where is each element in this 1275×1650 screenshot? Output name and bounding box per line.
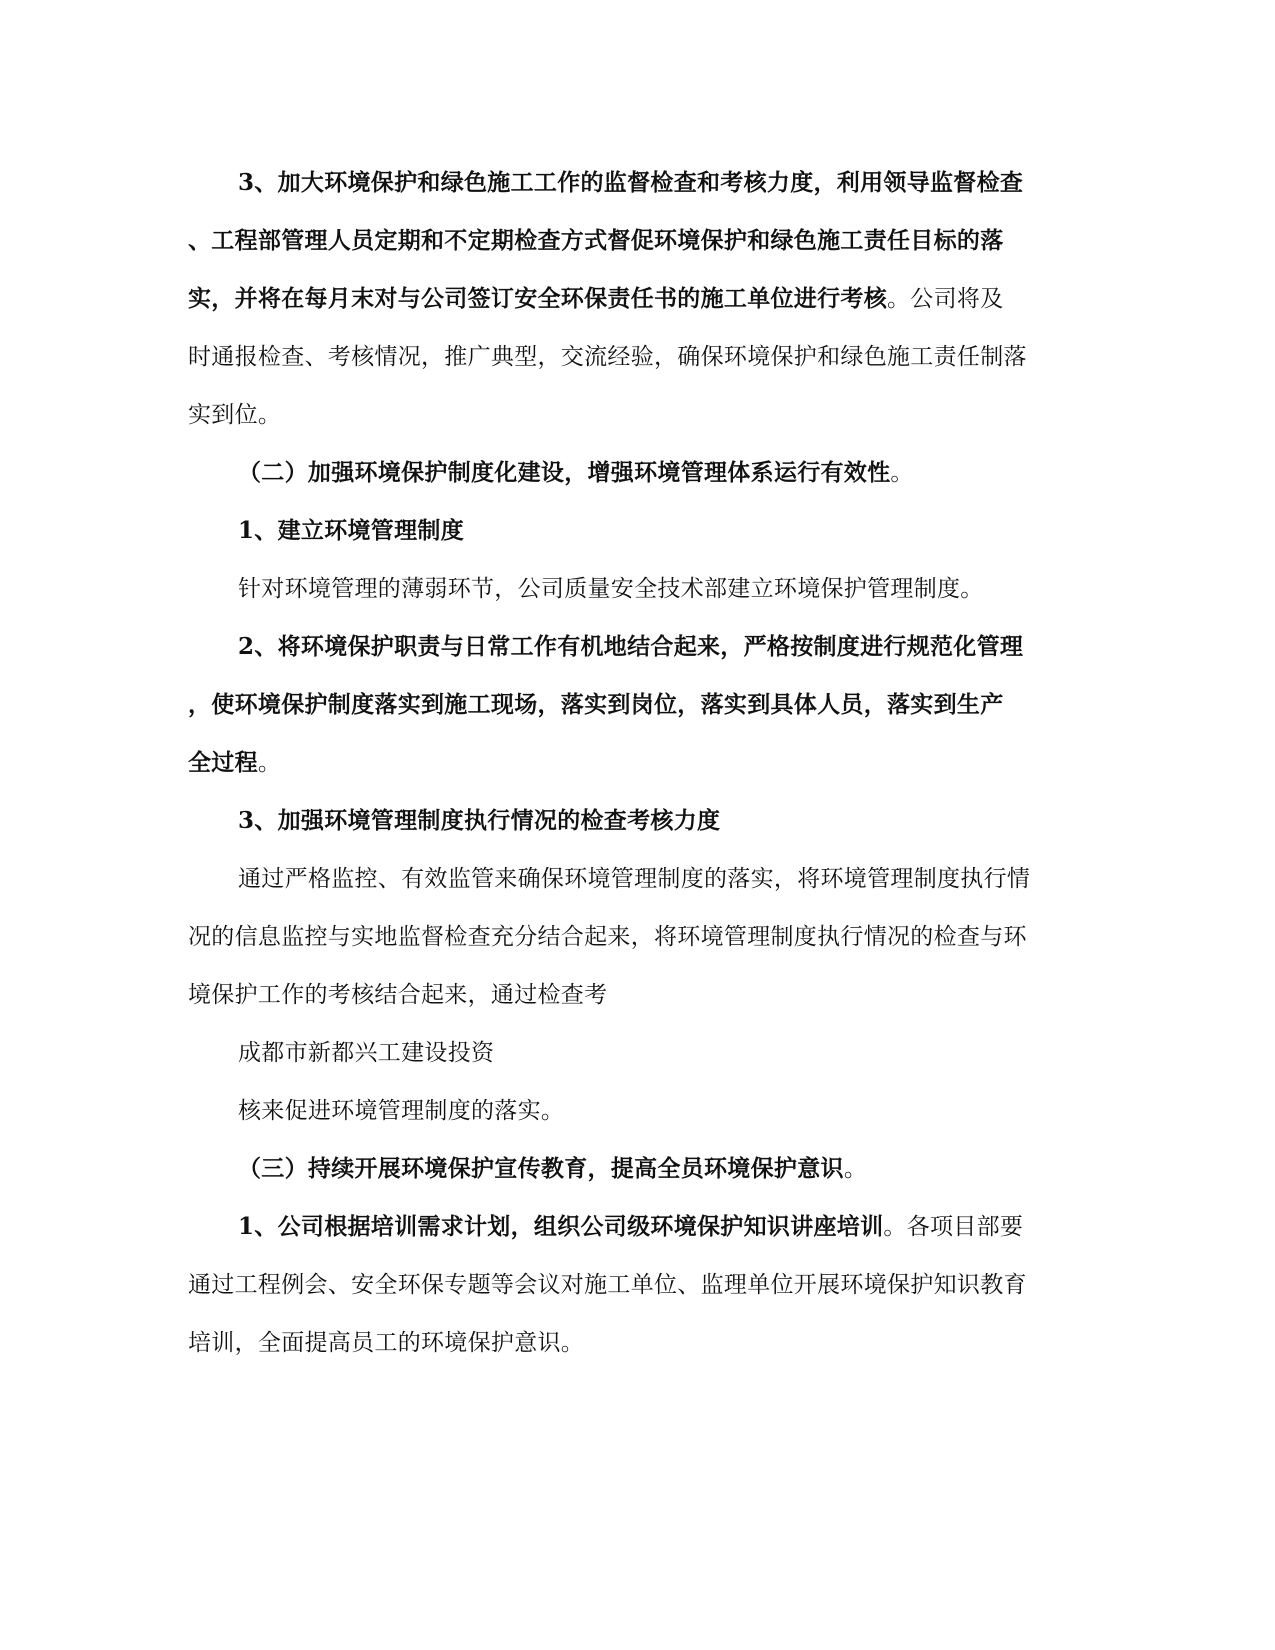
paragraph-line [238,168,1023,198]
paragraph-line [238,864,1030,894]
bold-text: ，使环境保护制度落实到施工现场，落实到岗位，落实到具体人员，落实到生产 [188,691,1004,718]
paragraph-line [188,342,1027,372]
paragraph-line [188,1328,584,1358]
normal-text: 。各项目部要 [883,1214,1024,1240]
normal-text: 。公司将及 [887,286,1004,312]
section-heading [238,458,914,488]
normal-text: 。 [890,460,914,486]
bold-text: 全过程 [188,749,258,776]
normal-text: 成都市新都兴工建设投资 [238,1040,495,1066]
bold-text: 2、将环境保护职责与日常工作有机地结合起来，严格按制度进行规范化管理 [238,633,1024,660]
normal-text: 时通报检查、考核情况，推广典型，交流经验，确保环境保护和绿色施工责任制落 [188,344,1027,370]
subheading [238,516,464,546]
normal-text: 针对环境管理的薄弱环节，公司质量安全技术部建立环境保护管理制度。 [238,576,984,602]
paragraph-line [238,574,984,604]
bold-text: （三）持续开展环境保护宣传教育，提高全员环境保护意识 [238,1155,844,1182]
bold-text: 1、建立环境管理制度 [238,517,465,544]
subheading [238,806,720,836]
paragraph-line [238,1212,1023,1242]
bold-text: 3、加强环境管理制度执行情况的检查考核力度 [238,807,721,834]
normal-text: 。 [843,1156,868,1182]
bold-text: （二）加强环境保护制度化建设，增强环境管理体系运行有效性 [238,459,891,486]
bold-text: 、工程部管理人员定期和不定期检查方式督促环境保护和绿色施工责任目标的落 [188,227,1004,254]
bold-text: 实，并将在每月末对与公司签订安全环保责任书的施工单位进行考核 [188,285,887,312]
normal-text: 通过严格监控、有效监管来确保环境管理制度的落实，将环境管理制度执行情 [238,866,1031,892]
paragraph-line [188,284,1004,314]
paragraph-line [188,690,1004,720]
paragraph-line [188,1270,1027,1300]
paragraph-line [238,1038,494,1068]
bold-text: 3、加大环境保护和绿色施工工作的监督检查和考核力度，利用领导监督检查 [238,169,1024,196]
normal-text: 境保护工作的考核结合起来，通过检查考 [188,982,608,1008]
normal-text: 。 [257,750,282,776]
section-heading [238,1154,867,1184]
normal-text: 培训，全面提高员工的环境保护意识。 [188,1330,585,1356]
paragraph-line [188,980,607,1010]
normal-text: 实到位。 [188,402,282,428]
paragraph-line [188,922,1027,952]
paragraph-line [188,748,281,778]
paragraph-line [238,632,1023,662]
normal-text: 况的信息监控与实地监督检查充分结合起来，将环境管理制度执行情况的检查与环 [188,924,1027,950]
paragraph-line [238,1096,564,1126]
normal-text: 通过工程例会、安全环保专题等会议对施工单位、监理单位开展环境保护知识教育 [188,1272,1027,1298]
paragraph-line [188,226,1004,256]
bold-text: 1、公司根据培训需求计划，组织公司级环境保护知识讲座培训 [238,1213,884,1240]
paragraph-line [188,400,281,430]
normal-text: 核来促进环境管理制度的落实。 [238,1098,565,1124]
